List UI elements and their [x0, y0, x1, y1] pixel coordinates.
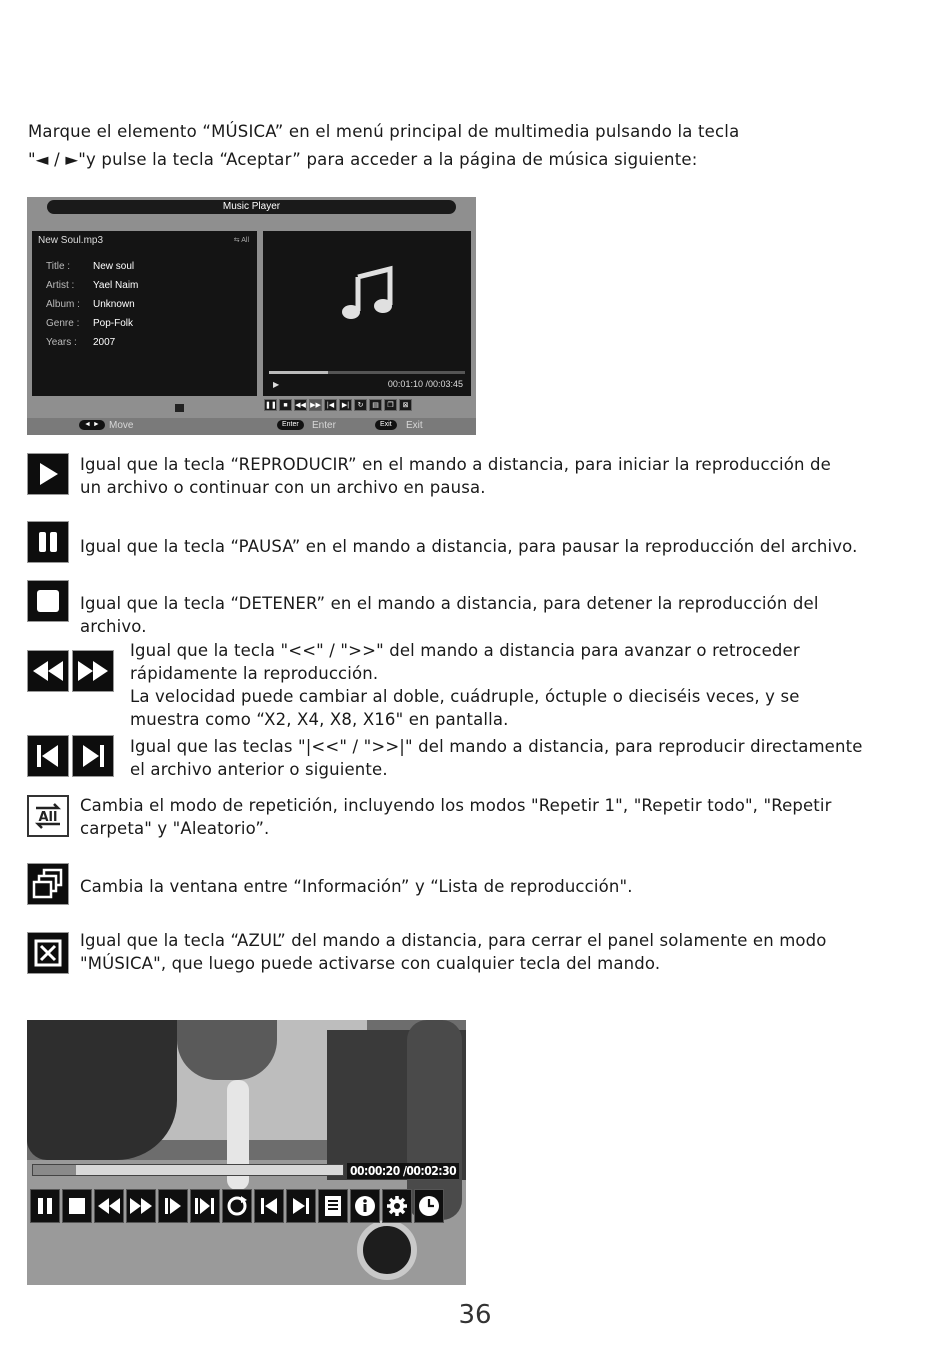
next-icon[interactable]: ▶|	[339, 399, 352, 411]
pause-icon	[27, 521, 69, 563]
stop-icon	[27, 580, 69, 622]
video-frame-tree	[177, 1020, 277, 1080]
clock-icon[interactable]	[414, 1189, 444, 1223]
fast-forward-icon	[72, 650, 114, 692]
play-state-icon: ▶	[273, 380, 280, 389]
previous-icon[interactable]: |◀	[324, 399, 337, 411]
rewind-icon[interactable]	[94, 1189, 124, 1223]
close-panel-description: Igual que la tecla “AZUL” del mando a distancia, para cerrar el panel solamente en modo "MÚSICA", que luego puede activarse con cualquier tecla del mando.	[80, 931, 827, 973]
playlist-icon[interactable]	[318, 1189, 348, 1223]
intro-text	[28, 118, 928, 174]
video-controls	[30, 1189, 444, 1223]
info-row: Artist : Yael Naim	[46, 280, 139, 291]
track-filename: New Soul.mp3	[38, 235, 104, 246]
enter-label: Enter	[312, 420, 336, 431]
next-icon[interactable]	[286, 1189, 316, 1223]
music-note-icon	[338, 263, 398, 323]
stop-description: Igual que la tecla “DETENER” en el mando a distancia, para detener la reproducción del archivo.	[80, 594, 819, 636]
move-label: Move	[109, 420, 134, 431]
previous-icon	[27, 735, 69, 777]
music-player-screenshot	[27, 197, 476, 435]
repeat-description: Cambia el modo de repetición, incluyendo los modos "Repetir 1", "Repetir todo", "Repetir carpeta" y "Aleatorio”.	[80, 796, 832, 838]
info-row: Genre : Pop-Folk	[46, 318, 134, 329]
video-time: 00:00:20 /00:02:30	[347, 1163, 459, 1179]
video-player-screenshot	[27, 1020, 466, 1285]
exit-key: Exit	[375, 420, 397, 430]
info-row: Album : Unknown	[46, 299, 135, 310]
info-row: Years : 2007	[46, 337, 116, 348]
window-switch-description: Cambia la ventana entre “Información” y “Lista de reproducción".	[80, 877, 633, 896]
info-row: Title : New soul	[46, 261, 135, 272]
intro-line-2: "◄ / ►"y pulse la tecla “Aceptar” para acceder a la página de música siguiente:	[28, 150, 698, 169]
color-key-icon	[175, 404, 184, 412]
window-switch-icon	[27, 863, 69, 905]
pause-icon[interactable]: ❚❚	[264, 399, 277, 411]
rewind-fast-forward-icon	[27, 650, 114, 692]
video-frame-tree	[27, 1020, 177, 1160]
track-info-panel	[32, 231, 257, 396]
music-time: 00:01:10 /00:03:45	[387, 379, 463, 389]
repeat-mode-indicator: ⇆ All	[233, 237, 249, 244]
previous-next-icon	[27, 735, 114, 777]
music-help-bar	[27, 418, 476, 435]
move-key: ◄ ►	[79, 420, 105, 430]
video-frame-wheel	[357, 1220, 417, 1280]
slow-forward-icon[interactable]	[190, 1189, 220, 1223]
rewind-icon[interactable]: ◀◀	[294, 399, 307, 411]
stop-icon[interactable]: ■	[279, 399, 292, 411]
music-progress-bar[interactable]	[269, 371, 465, 374]
svg-text:All: All	[38, 810, 58, 825]
intro-line-1: Marque el elemento “MÚSICA” en el menú principal de multimedia pulsando la tecla	[28, 122, 740, 141]
fast-forward-icon[interactable]	[126, 1189, 156, 1223]
album-art-panel	[263, 231, 471, 396]
previous-icon[interactable]	[254, 1189, 284, 1223]
stop-icon[interactable]	[62, 1189, 92, 1223]
play-icon	[27, 453, 69, 495]
pause-description: Igual que la tecla “PAUSA” en el mando a distancia, para pausar la reproducción del archivo.	[80, 537, 858, 556]
close-panel-icon[interactable]: ⊠	[399, 399, 412, 411]
music-player-title: Music Player	[47, 200, 456, 214]
repeat-all-icon	[27, 795, 69, 837]
gear-icon[interactable]	[382, 1189, 412, 1223]
rewind-fast-forward-description: Igual que la tecla "<<" / ">>" del mando a distancia para avanzar o retroceder rápidamente la reproducción. La velocidad puede cambiar al doble, cuádruple, óctuple o dieciséis veces, y se muestra como “X2, X4, X8, X16" en pantalla.	[130, 641, 800, 729]
previous-next-description: Igual que las teclas "|<<" / ">>|" del mando a distancia, para reproducir directamente el archivo anterior o siguiente.	[130, 737, 863, 779]
window-switch-icon[interactable]: ❐	[384, 399, 397, 411]
fast-forward-icon[interactable]: ▶▶	[309, 399, 322, 411]
repeat-icon[interactable]: ↻	[354, 399, 367, 411]
info-icon[interactable]	[350, 1189, 380, 1223]
exit-label: Exit	[406, 420, 423, 431]
repeat-icon[interactable]	[222, 1189, 252, 1223]
step-forward-icon[interactable]	[158, 1189, 188, 1223]
next-icon	[72, 735, 114, 777]
close-panel-icon	[27, 932, 69, 974]
enter-key: Enter	[277, 420, 304, 430]
play-description: Igual que la tecla “REPRODUCIR” en el mando a distancia, para iniciar la reproducción de un archivo o continuar con un archivo en pausa.	[80, 455, 831, 497]
rewind-icon	[27, 650, 69, 692]
video-progress-bar[interactable]	[32, 1164, 344, 1176]
pause-icon[interactable]	[30, 1189, 60, 1223]
page-number: 36	[458, 1300, 492, 1330]
playlist-icon[interactable]: ▤	[369, 399, 382, 411]
music-controls	[264, 399, 412, 411]
